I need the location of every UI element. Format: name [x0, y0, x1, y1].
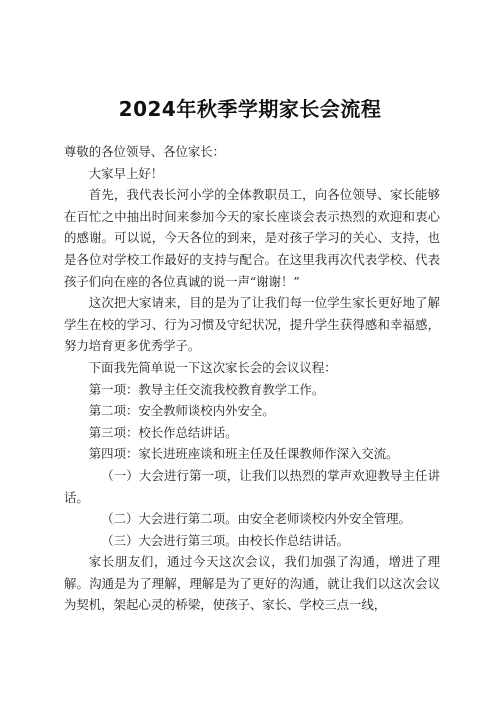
agenda-intro-paragraph: 下面我先简单说一下这次家长会的会议议程： [88, 359, 337, 375]
document-body [64, 141, 440, 616]
welcome-paragraph: 首先，我代表长河小学的全体教职员工，向各位领导、家长能够在百忙之中抽出时间来参加今天的家长座谈会表示热烈的欢迎和衷心的感谢。可以说，今天各位的到来，是对孩子学习的关心、支持，也是各位对学校工作最好的支持与配合。在这里我再次代表学校、代表孩子们向在座的各位真诚的说一声“谢谢！” [64, 187, 440, 289]
document-title: 2024年秋季学期家长会流程 [118, 97, 382, 121]
proceeding-step-3: （三）大会进行第三项。由校长作总结讲话。 [101, 532, 349, 548]
agenda-item-2: 第二项：安全教师谈校内外安全。 [88, 403, 275, 419]
proceeding-step-2: （二）大会进行第二项。由安全老师谈校内外安全管理。 [101, 511, 411, 527]
agenda-item-3: 第三项：校长作总结讲话。 [88, 424, 238, 440]
agenda-item-4: 第四项：家长进班座谈和班主任及任课教师作深入交流。 [88, 446, 399, 462]
purpose-paragraph: 这次把大家请来，目的是为了让我们每一位学生家长更好地了解学生在校的学习、行为习惯及守纪状况，提升学生获得感和幸福感，努力培育更多优秀学子。 [64, 295, 440, 354]
agenda-item-1: 第一项：教导主任交流我校教育教学工作。 [88, 381, 325, 397]
morning-greeting-paragraph: 大家早上好！ [88, 165, 164, 181]
greeting-paragraph: 尊敬的各位领导、各位家长： [64, 144, 226, 159]
proceeding-step-1: （一）大会进行第一项，让我们以热烈的掌声欢迎教导主任讲话。 [64, 467, 440, 505]
closing-paragraph: 家长朋友们，通过今天这次会议，我们加强了沟通，增进了理解。沟通是为了理解，理解是为了更好的沟通，就让我们以这次会议为契机，架起心灵的桥梁，使孩子、家长、学校三点一线， [64, 554, 440, 613]
